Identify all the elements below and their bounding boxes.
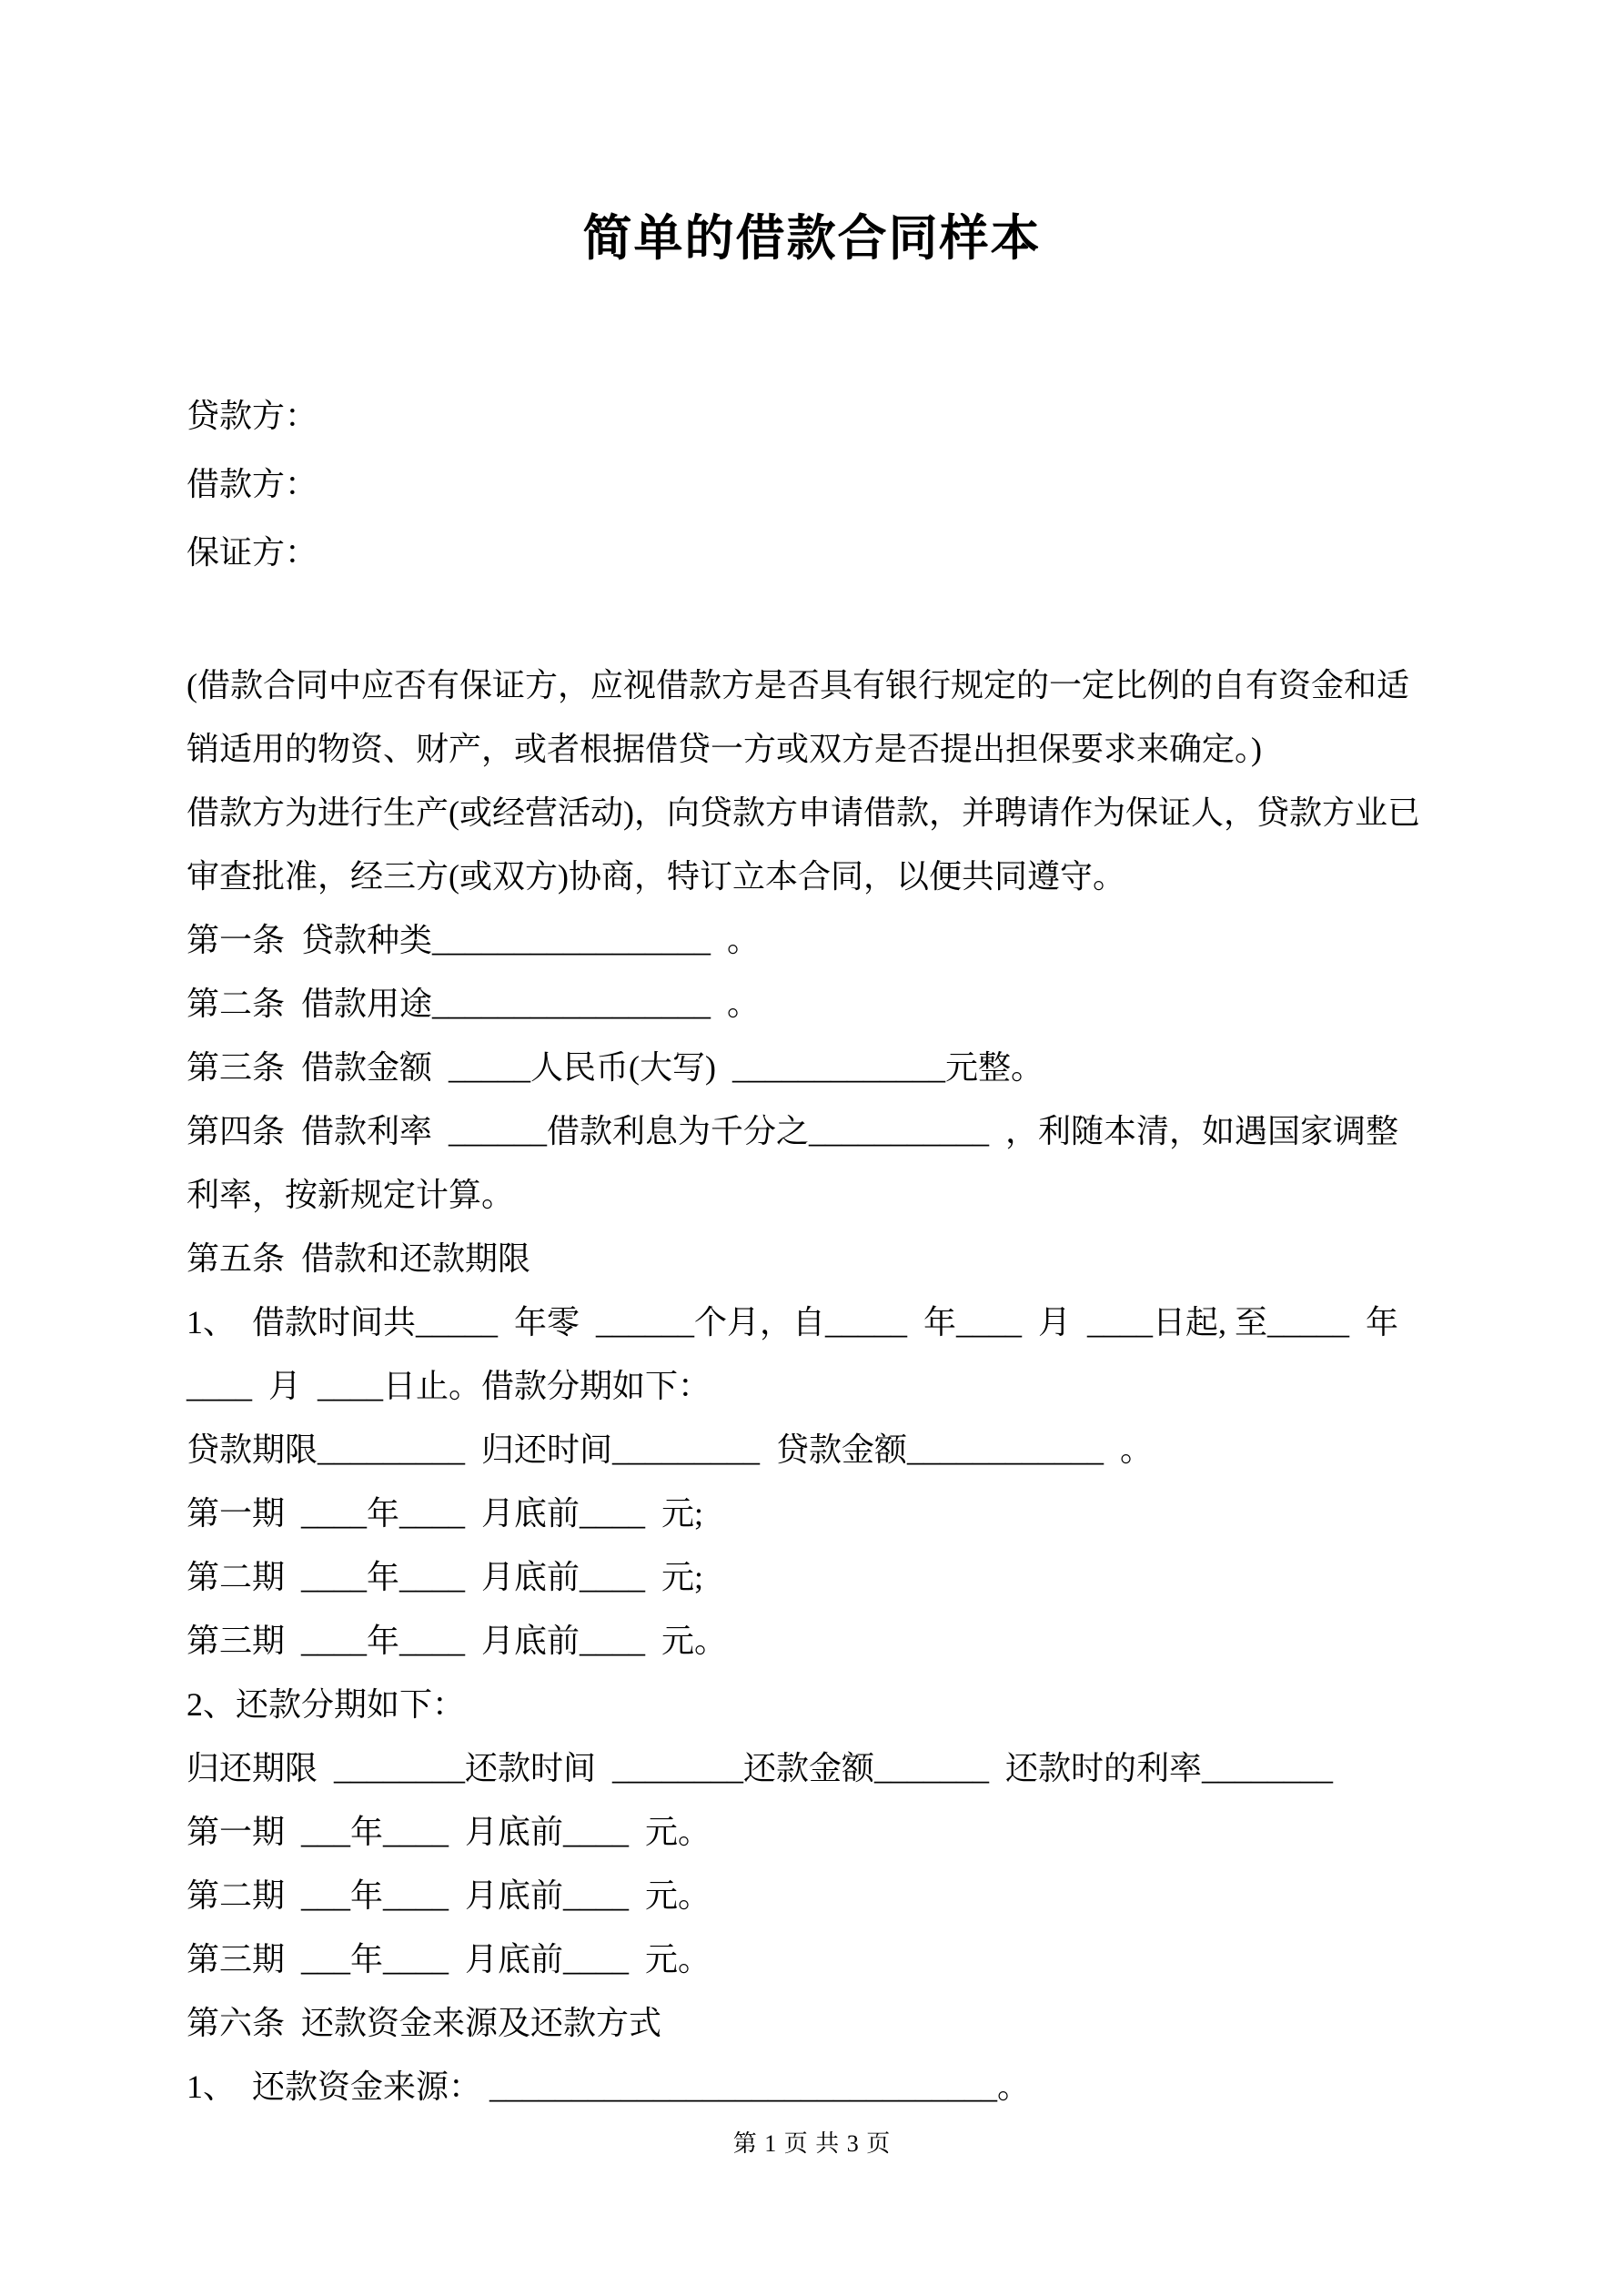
contract-line: 第一期 ___年____ 月底前____ 元。 [187,1814,711,1850]
party-line: 贷款方： [187,398,318,434]
page-number-footer: 第 1 页 共 3 页 [732,2130,892,2157]
contract-line: 第三期 ___年____ 月底前____ 元。 [187,1941,711,1977]
contract-line: 贷款期限_________ 归还时间_________ 贷款金额____________ 。 [187,1431,1154,1468]
contract-line: 第六条 还款资金来源及还款方式 [187,2005,662,2041]
contract-line: 销适用的物资、财产，或者根据借贷一方或双方是否提出担保要求来确定。) [187,731,1262,767]
contract-line: 第三条 借款金额 _____人民币(大写) _____________元整。 [187,1049,1044,1086]
contract-line: 归还期限 ________还款时间 ________还款金额_______ 还款时的利率________ [187,1750,1334,1786]
contract-line: 第二期 ___年____ 月底前____ 元。 [187,1877,711,1914]
contract-line: 第二期 ____年____ 月底前____ 元; [187,1559,704,1595]
contract-line: 利率，按新规定计算。 [187,1177,515,1213]
contract-line: 2、还款分期如下： [187,1686,466,1723]
parties-section [187,382,1437,587]
party-line: 借款方： [187,466,318,502]
contract-line: ____ 月 ____日止。借款分期如下： [187,1368,711,1404]
contract-line: 第四条 借款利率 ______借款利息为千分之___________ ，利随本清，如遇国家调整 [187,1113,1399,1149]
contract-line: 第一条 贷款种类_________________ 。 [187,922,761,958]
contract-line: 第二条 借款用途_________________ 。 [187,986,761,1022]
contract-line: 第五条 借款和还款期限 [187,1240,531,1277]
contract-line: 1、 还款资金来源： _______________________________。 [187,2068,1031,2105]
contract-body [187,653,1437,2119]
contract-line: 第三期 ____年____ 月底前____ 元。 [187,1623,728,1659]
contract-line: 借款方为进行生产(或经营活动)，向贷款方申请借款，并聘请作为保证人，贷款方业已 [187,794,1420,831]
contract-line: 1、 借款时间共_____ 年零 ______个月，自_____ 年____ 月 ____日起, 至_____ 年 [187,1304,1399,1340]
party-line: 保证方： [187,534,318,571]
contract-line: 审查批准，经三方(或双方)协商，特订立本合同，以便共同遵守。 [187,858,1125,895]
document-title: 简单的借款合同样本 [582,211,1042,266]
contract-line: 第一期 ____年____ 月底前____ 元; [187,1495,704,1532]
contract-line: (借款合同中应否有保证方，应视借款方是否具有银行规定的一定比例的自有资金和适 [187,667,1409,703]
